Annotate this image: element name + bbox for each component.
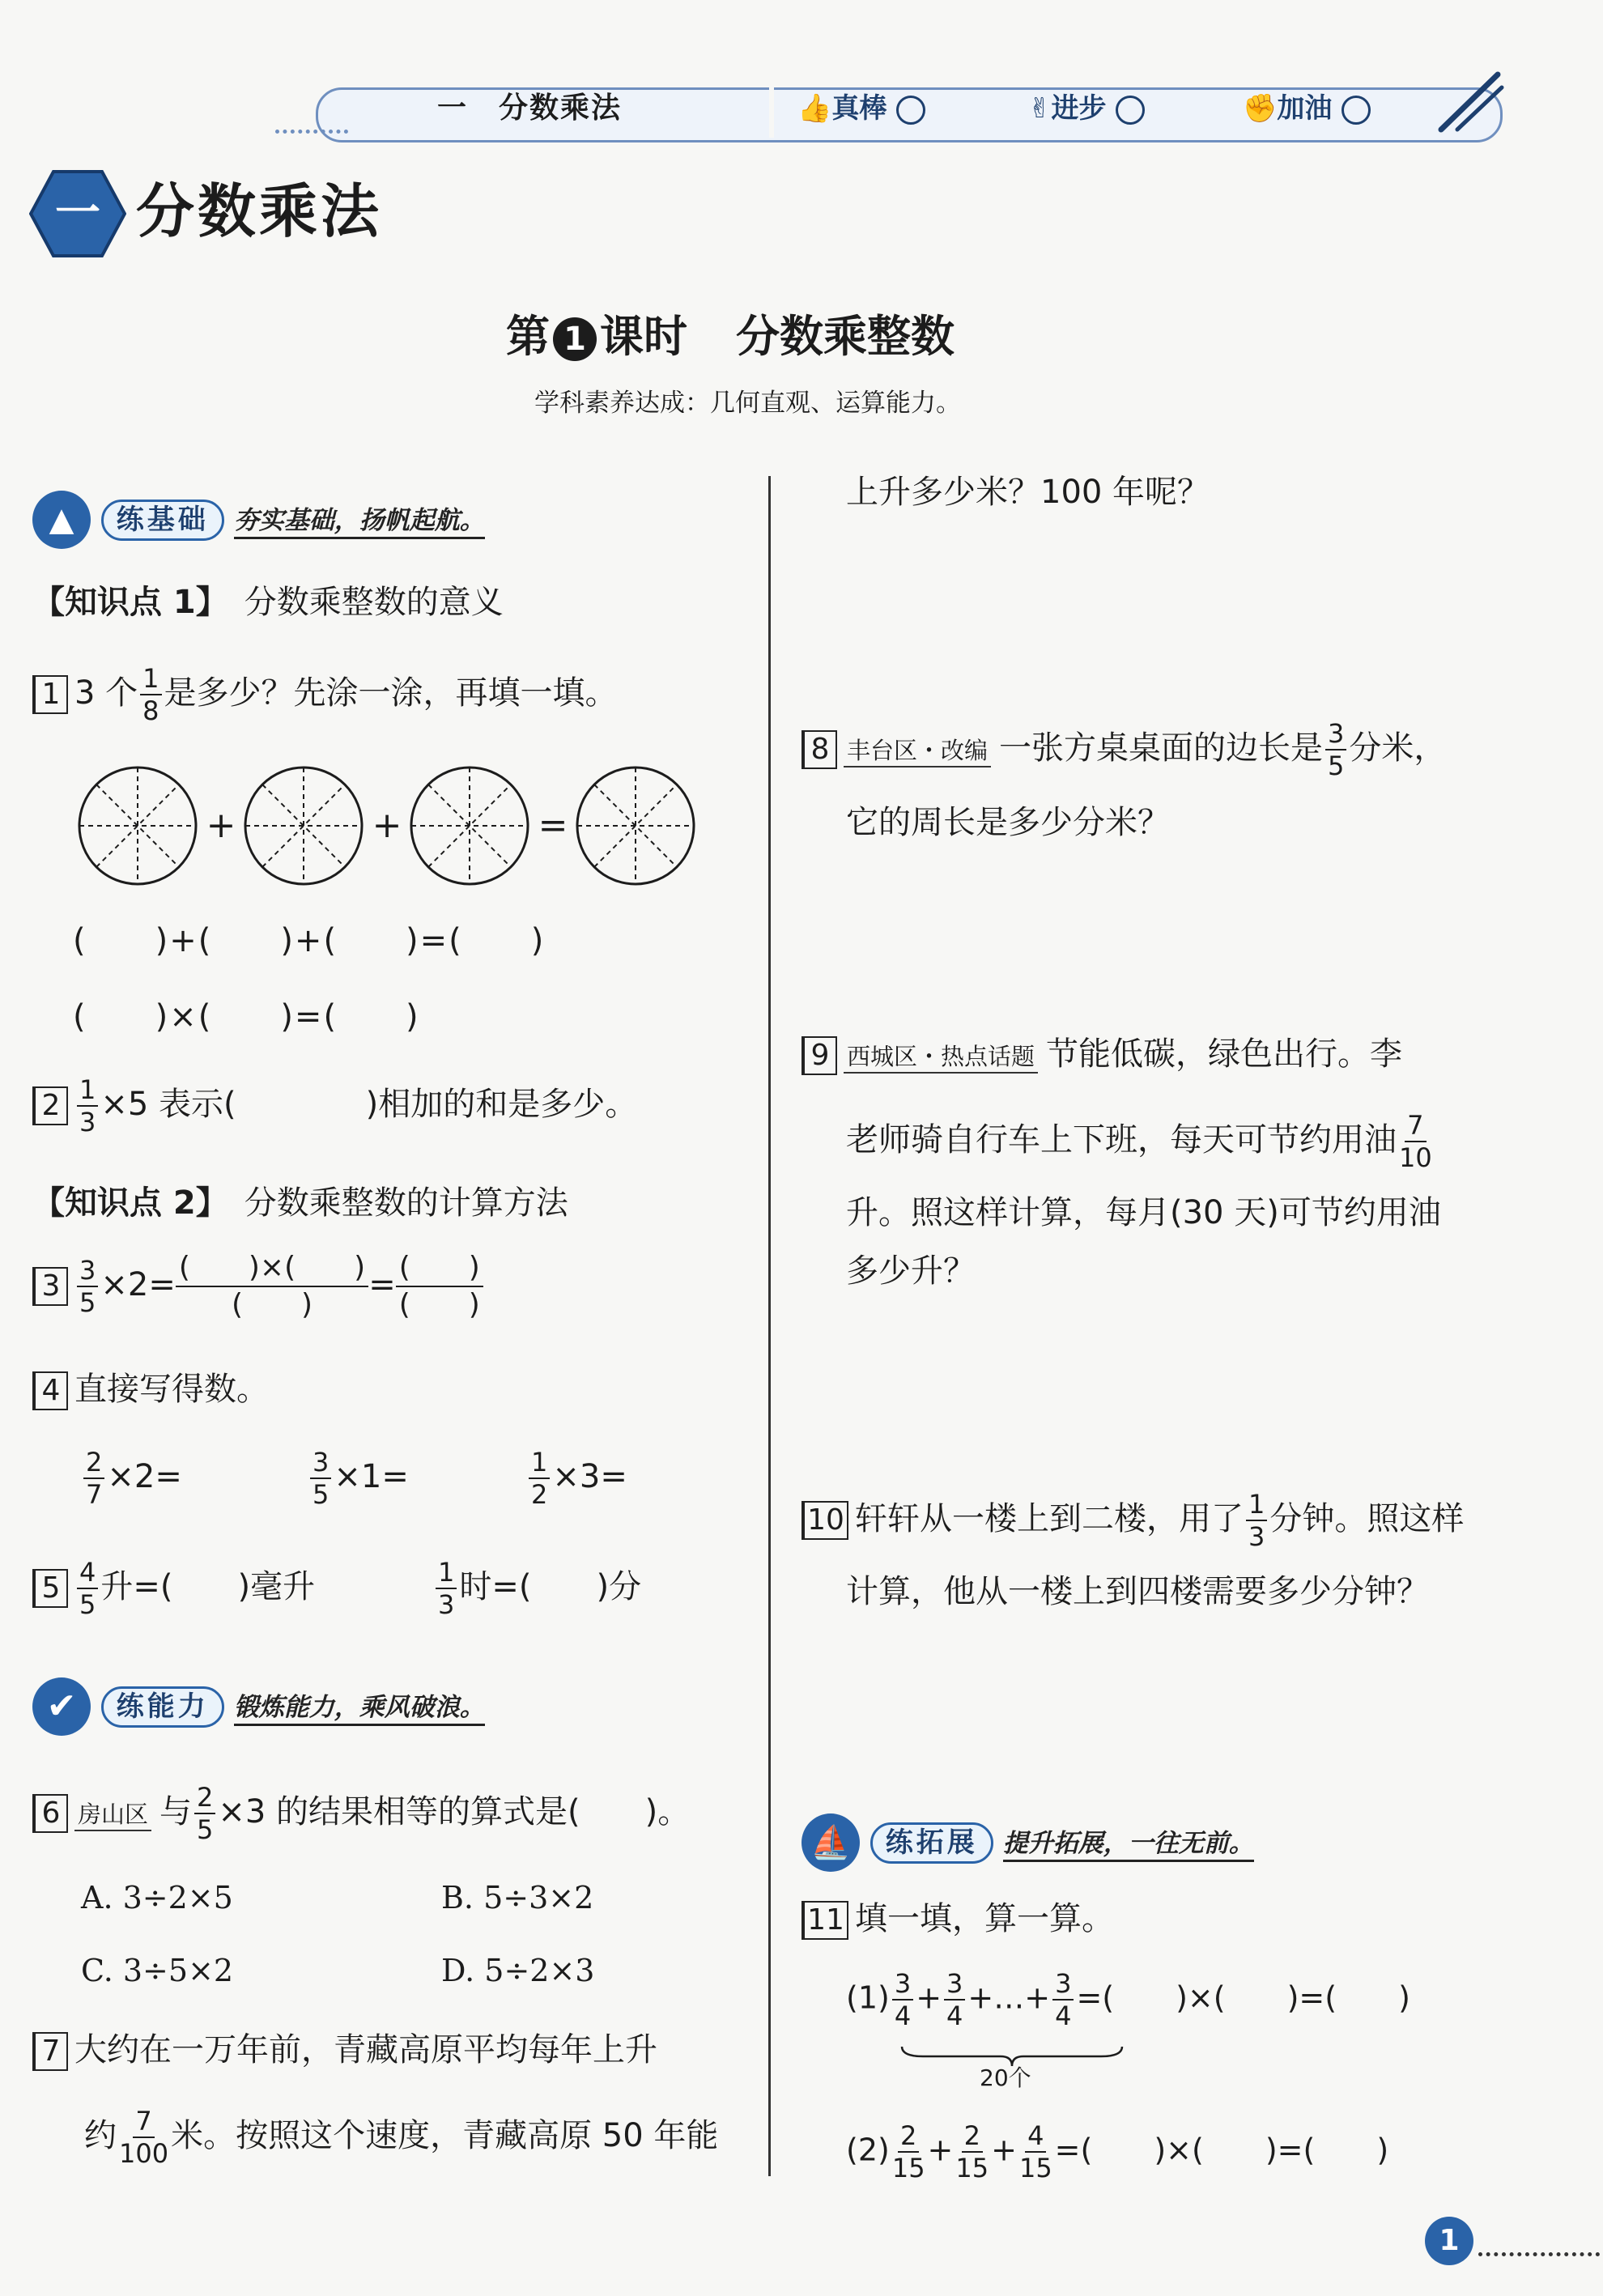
lesson-title: 第 1 课时 分数乘整数 [506,311,955,362]
victory-hand-icon: ✌ [1028,92,1052,125]
header-divider [769,84,774,138]
question-4-item-1[interactable]: $\frac{2}{7}$ ×2= [81,1449,182,1507]
section-extend: ⛵ 练拓展 提升拓展，一往无前。 [802,1813,1254,1872]
equals-sign: = [538,805,568,846]
question-11-part-1[interactable]: (1) $\frac{3}{4}$ + $\frac{3}{4}$ +…+ $\frac{3}{4}$ =( )×( )=( ) [846,1968,1410,2031]
question-5a-blank[interactable]: 升=( )毫升 [100,1568,316,1605]
underbrace-label: 20个 [980,2064,1031,2091]
question-9-line-4: 多少升？ [846,1252,976,1290]
rating-circle[interactable] [1342,96,1371,125]
option-a[interactable]: A. 3÷2×5 [81,1880,233,1915]
circle-4[interactable] [577,767,694,884]
question-9-line-2: 老师骑自行车上下班，每天可节约用油 $\frac{7}{10}$ [846,1110,1432,1173]
option-d[interactable]: D. 5÷2×3 [441,1953,595,1988]
question-8-line-2: 它的周长是多少分米？ [846,804,1170,841]
section-ability: ✔ 练能力 锻炼能力，乘风破浪。 [32,1677,485,1736]
question-8: 8 丰台区・改编 一张方桌桌面的边长是 $\frac{3}{5}$ 分米， [802,721,1446,779]
question-1-blank-product[interactable]: ( )×( )=( ) [73,998,420,1035]
svg-text:一: 一 [55,187,100,240]
lesson-number-badge: 1 [553,317,597,361]
rating-cheer[interactable]: ✊加油 [1243,92,1371,125]
fist-icon: ✊ [1243,92,1278,125]
header-dots [275,130,348,134]
question-2: 2 $\frac{1}{3}$ ×5 表示( )相加的和是多少。 [32,1077,637,1135]
question-10-line-2: 计算，他从一楼上到四楼需要多少分钟？ [846,1573,1429,1610]
pencil-icon [1433,65,1506,138]
question-7-line-2: 约 $\frac{7}{100}$ 米。按照这个速度，青藏高原 50 年能 [84,2106,719,2169]
circle-2[interactable] [245,767,362,884]
fraction-circles[interactable] [73,761,704,891]
question-3: 3 $\frac{3}{5}$ ×2= ( )×( ) ( ) = ( ) ( ) [32,1253,483,1320]
ship-icon: ⛵ [802,1813,860,1872]
question-6: 6 房山区 与 $\frac{2}{5}$ ×3 的结果相等的算式是( )。 [32,1784,690,1843]
lesson-subtitle: 学科素养达成：几何直观、运算能力。 [534,389,961,418]
question-4-item-3[interactable]: $\frac{1}{2}$ ×3= [526,1449,627,1507]
rating-progress[interactable]: ✌进步 [1028,92,1145,125]
question-1-blank-sum[interactable]: ( )+( )+( )=( ) [73,922,546,959]
blank-fraction[interactable]: ( )×( ) ( ) [176,1253,368,1320]
thumbs-up-icon: 👍 [797,92,832,125]
rating-circle[interactable] [896,96,925,125]
rating-great[interactable]: 👍真棒 [797,92,925,125]
section-basic: ▲ 练基础 夯实基础，扬帆起航。 [32,491,485,549]
question-7-line-1: 7 大约在一万年前，青藏高原平均每年上升 [32,2030,657,2071]
question-11-part-2[interactable]: (2) $\frac{2}{15}$ + $\frac{2}{15}$ + $\frac{4}{15}$ =( )×( )=( ) [846,2120,1389,2183]
circle-1[interactable] [79,767,196,884]
page-number-dots [1478,2252,1600,2256]
question-5b[interactable]: $\frac{1}{3}$ 时=( )分 [433,1559,641,1618]
question-10: 10 轩轩从一楼上到二楼，用了 $\frac{1}{3}$ 分钟。照这样 [802,1491,1464,1550]
mountain-icon: ▲ [32,491,91,549]
knowledge-point-1: 【知识点 1】 分数乘整数的意义 [32,584,504,621]
question-4: 4 直接写得数。 [32,1370,269,1410]
page-number: 1 [1425,2217,1473,2265]
unit-badge [29,168,126,259]
question-5: 5 $\frac{4}{5}$ 升=( )毫升 [32,1559,315,1618]
question-1: 1 3 个 $\frac{1}{8}$ 是多少？先涂一涂，再填一填。 [32,665,618,724]
unit-title: 分数乘法 [136,177,383,245]
question-4-item-2[interactable]: $\frac{3}{5}$ ×1= [308,1449,409,1507]
option-c[interactable]: C. 3÷5×2 [81,1953,234,1988]
plus-sign: + [372,805,402,846]
checkmark-icon: ✔ [32,1677,91,1736]
knowledge-point-2: 【知识点 2】 分数乘整数的计算方法 [32,1184,568,1222]
question-7-line-3: 上升多少米？100 年呢？ [846,474,1210,511]
header-chapter: 一 分数乘法 [437,91,623,125]
blank-result-fraction[interactable]: ( ) ( ) [396,1253,483,1320]
rating-circle[interactable] [1116,96,1145,125]
question-9: 9 西城区・热点话题 节能低碳，绿色出行。李 [802,1035,1402,1075]
circle-3[interactable] [411,767,528,884]
column-divider [768,476,771,2176]
plus-sign: + [206,805,236,846]
question-9-line-3: 升。照这样计算，每月(30 天)可节约用油 [846,1194,1441,1231]
question-11: 11 填一填，算一算。 [802,1899,1114,1940]
option-b[interactable]: B. 5÷3×2 [441,1880,594,1915]
